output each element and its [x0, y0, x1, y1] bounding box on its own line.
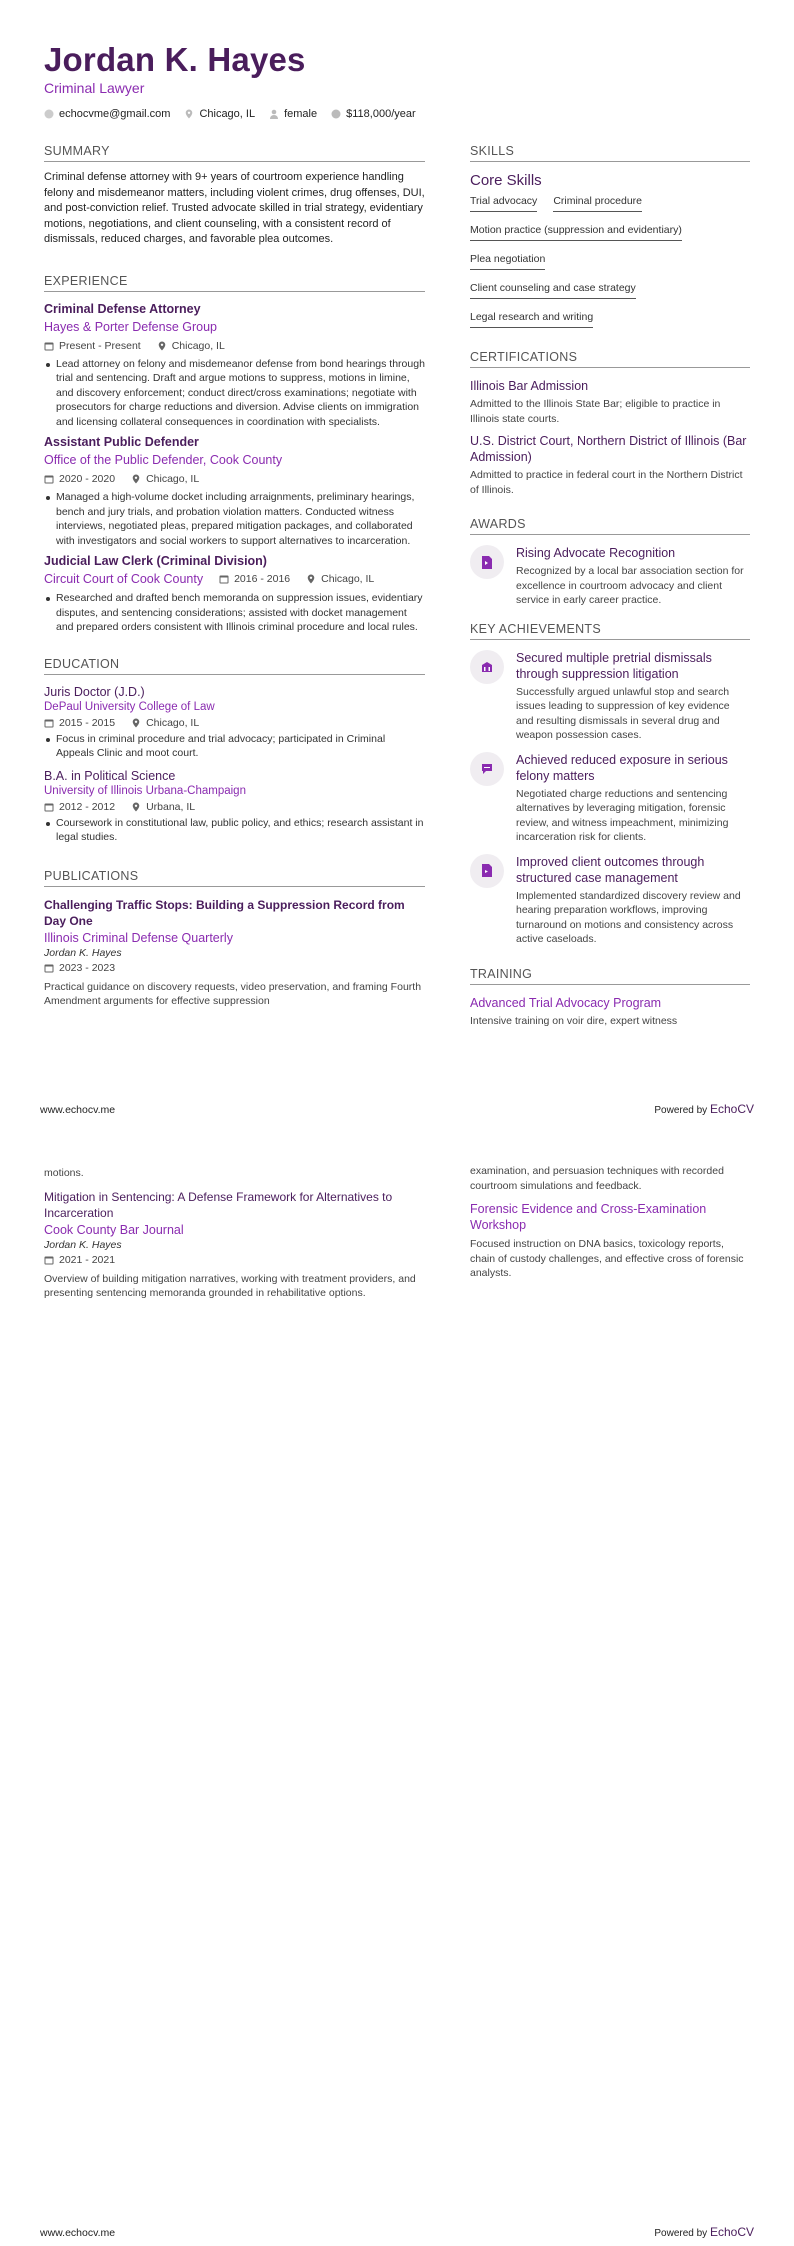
- edu-meta: [44, 801, 425, 813]
- footer-site[interactable]: www.echocv.me: [40, 1104, 116, 1116]
- achievement-title: Achieved reduced exposure in serious felony matters: [516, 752, 728, 783]
- pub-dates: 2023 - 2023: [59, 961, 116, 974]
- candidate-name: Jordan K. Hayes: [44, 41, 306, 78]
- edu-location: Chicago, IL: [146, 716, 200, 729]
- edu-degree: B.A. in Political Science: [44, 768, 176, 783]
- pub-title: Mitigation in Sentencing: A Defense Framework for Alternatives to Incarceration: [44, 1189, 393, 1220]
- training-title: Forensic Evidence and Cross-Examination Workshop: [470, 1202, 707, 1232]
- cert-item: [470, 378, 750, 426]
- experience-item: [44, 554, 425, 635]
- job-dates: 2020 - 2020: [59, 473, 116, 485]
- certifications-heading: CERTIFICATIONS: [470, 350, 750, 368]
- email-icon: [44, 109, 54, 119]
- core-skills-heading: Core Skills: [470, 172, 542, 189]
- achievement-item: [470, 752, 750, 845]
- pub-dates: 2021 - 2021: [59, 1253, 116, 1266]
- summary-text: Criminal defense attorney with 9+ years of courtroom experience handling felony and misdemeanor matters, including violent crimes, drug offenses, DUI, and post-conviction relief. Trusted advocate skilled in trial strategy, evidentiary motions, negotiations, and client counseling, with a consistent record of dismissals, reduced charges, and favorable plea outcomes.: [44, 171, 425, 245]
- award-item: [470, 545, 750, 608]
- achievement-item: [470, 854, 750, 947]
- brand-logo: EchoCV: [709, 2225, 754, 2239]
- edu-degree: Juris Doctor (J.D.): [44, 684, 145, 699]
- skill-tag: Legal research and writing: [470, 311, 593, 328]
- contact-salary: [331, 108, 416, 120]
- calendar-icon: [219, 574, 229, 584]
- cert-item: [470, 433, 750, 497]
- pub-author: Jordan K. Hayes: [44, 946, 122, 959]
- calendar-icon: [44, 963, 54, 973]
- cert-desc: Admitted to practice in federal court in the Northern District of Illinois.: [470, 469, 743, 496]
- award-icon: [470, 545, 504, 579]
- award-desc: Recognized by a local bar association section for excellence in courtroom advocacy and client service in early career practice.: [516, 565, 744, 606]
- training-desc: Focused instruction on DNA basics, toxicology reports, chain of custody challenges, and effective cross of forensic analysts.: [470, 1238, 744, 1279]
- job-meta: [44, 572, 425, 586]
- cert-title: Illinois Bar Admission: [470, 379, 589, 393]
- job-company: Hayes & Porter Defense Group: [44, 319, 217, 334]
- job-company: Circuit Court of Cook County: [44, 572, 204, 586]
- calendar-icon: [44, 1255, 54, 1265]
- training-title: Advanced Trial Advocacy Program: [470, 995, 662, 1010]
- job-title: Assistant Public Defender: [44, 435, 199, 449]
- pub-meta: [44, 1254, 425, 1266]
- experience-item: [44, 435, 425, 548]
- publication-item: [44, 1189, 425, 1301]
- job-dates: 2016 - 2016: [234, 573, 291, 585]
- left-column-page2: [44, 1166, 425, 1301]
- location-text: Chicago, IL: [199, 108, 256, 120]
- pub-title: Challenging Traffic Stops: Building a Suppression Record from Day One: [44, 897, 405, 928]
- skill-tag: Plea negotiation: [470, 253, 545, 270]
- job-meta: [44, 473, 425, 485]
- edu-school: DePaul University College of Law: [44, 700, 215, 713]
- job-meta: [44, 340, 425, 352]
- edu-dates: 2012 - 2012: [59, 800, 116, 813]
- calendar-icon: [44, 341, 54, 351]
- achievement-item: [470, 650, 750, 743]
- achievement-desc: Successfully argued unlawful stop and search issues leading to suppression of key evidence and resulting dismissals in several drug and weapon possession cases.: [516, 685, 730, 741]
- powered-by-text: Powered by: [654, 2228, 708, 2239]
- edu-dates: 2015 - 2015: [59, 716, 116, 729]
- chat-icon: [470, 752, 504, 786]
- edu-location: Urbana, IL: [146, 800, 196, 813]
- training-desc-continued: examination, and persuasion techniques with recorded courtroom simulations and feedback.: [470, 1165, 724, 1192]
- contact-email[interactable]: [44, 108, 170, 120]
- skill-tag: Client counseling and case strategy: [470, 282, 636, 299]
- achievements-heading: KEY ACHIEVEMENTS: [470, 622, 750, 640]
- experience-heading: EXPERIENCE: [44, 274, 425, 292]
- candidate-role: Criminal Lawyer: [44, 80, 145, 96]
- job-location: Chicago, IL: [146, 473, 200, 485]
- calendar-icon: [44, 474, 54, 484]
- location-pin-icon: [131, 474, 141, 484]
- edu-bullet: Focus in criminal procedure and trial advocacy; participated in Criminal Appeals Clinic and moot court.: [44, 732, 425, 761]
- experience-item: [44, 302, 425, 430]
- edu-school: University of Illinois Urbana-Champaign: [44, 784, 246, 797]
- award-title: Rising Advocate Recognition: [516, 546, 676, 560]
- achievement-desc: Implemented standardized discovery review and hearing preparation workflows, improving turnaround on motions and consistency across active caseloads.: [516, 889, 741, 945]
- cert-title: U.S. District Court, Northern District of Illinois (Bar Admission): [470, 434, 747, 464]
- edu-meta: [44, 717, 425, 729]
- gender-text: female: [284, 108, 318, 120]
- summary-heading: SUMMARY: [44, 144, 425, 162]
- pub-desc: Practical guidance on discovery requests, video preservation, and framing Fourth Amendment arguments for effective suppression: [44, 980, 422, 1007]
- pub-desc-continued: motions.: [44, 1167, 84, 1179]
- calendar-icon: [44, 718, 54, 728]
- pub-desc: Overview of building mitigation narratives, working with treatment providers, and presenting sentencing memoranda grounded in rehabilitative options.: [44, 1272, 416, 1299]
- training-desc: Intensive training on voir dire, expert witness: [470, 1014, 678, 1027]
- salary-icon: [331, 109, 341, 119]
- location-pin-icon: [131, 802, 141, 812]
- cert-desc: Admitted to the Illinois State Bar; eligible to practice in Illinois state courts.: [470, 398, 721, 425]
- footer-powered: [654, 1102, 754, 1116]
- salary-text: $118,000/year: [346, 108, 416, 120]
- location-pin-icon: [184, 109, 194, 119]
- footer-powered: [654, 2225, 754, 2239]
- job-bullet: Researched and drafted bench memoranda on suppression issues, evidentiary disputes, and sentencing considerations; assisted with docket management and prepared orders consistent with Illinois criminal procedure and local rules.: [44, 591, 425, 635]
- location-pin-icon: [157, 341, 167, 351]
- contact-location: [184, 108, 255, 120]
- job-bullet: Managed a high-volume docket including arraignments, preliminary hearings, bench and jury trials, and probation violation matters. Conducted witness interviews, negotiated pleas, prepared mitigation packages, and collaborated with investigators and social workers to support alternatives to incarceration.: [44, 490, 425, 548]
- brand-logo: EchoCV: [709, 1102, 754, 1116]
- pub-author: Jordan K. Hayes: [44, 1238, 122, 1251]
- person-icon: [269, 109, 279, 119]
- edu-bullet: Coursework in constitutional law, public policy, and ethics; research assistant in legal studies.: [44, 816, 425, 845]
- pub-meta: [44, 962, 425, 974]
- pub-journal: Illinois Criminal Defense Quarterly: [44, 930, 233, 945]
- job-company: Office of the Public Defender, Cook County: [44, 453, 283, 467]
- job-location: Chicago, IL: [321, 573, 375, 585]
- building-icon: [470, 650, 504, 684]
- training-item: [470, 1201, 750, 1281]
- location-pin-icon: [306, 574, 316, 584]
- publication-item: [44, 897, 425, 1009]
- achievement-title: Improved client outcomes through structured case management: [516, 854, 705, 885]
- publications-heading: PUBLICATIONS: [44, 869, 425, 887]
- email-text: echocvme@gmail.com: [59, 108, 171, 120]
- job-title: Criminal Defense Attorney: [44, 301, 201, 316]
- awards-heading: AWARDS: [470, 517, 750, 535]
- training-item: [470, 995, 750, 1029]
- achievement-desc: Negotiated charge reductions and sentencing alternatives by leveraging mitigation, forensic review, and witness impeachment, minimizing incarceration risk for clients.: [516, 787, 729, 843]
- pub-journal: Cook County Bar Journal: [44, 1222, 184, 1237]
- job-dates: Present - Present: [59, 339, 141, 352]
- achievement-title: Secured multiple pretrial dismissals through suppression litigation: [516, 650, 712, 681]
- skill-tag: Trial advocacy: [470, 195, 537, 212]
- job-location: Chicago, IL: [171, 339, 225, 352]
- education-item: [44, 685, 425, 761]
- document-icon: [470, 854, 504, 888]
- location-pin-icon: [131, 718, 141, 728]
- calendar-icon: [44, 802, 54, 812]
- skills-heading: SKILLS: [470, 144, 750, 162]
- footer-site[interactable]: www.echocv.me: [40, 2227, 116, 2239]
- skill-tag: Criminal procedure: [553, 195, 642, 212]
- skills-list: [470, 195, 750, 328]
- left-column-page1: [44, 144, 425, 1009]
- powered-by-text: Powered by: [654, 1105, 708, 1116]
- contact-bar: [44, 108, 416, 120]
- education-item: [44, 769, 425, 845]
- right-column-page2: [470, 1164, 750, 1281]
- job-bullet: Lead attorney on felony and misdemeanor defense from bond hearings through trial and sentencing. Draft and argue motions to suppress, motions in limine, and discovery enforcement; conduct direct/cross examinations; negotiate with prosecutors for charge reductions and diversion. Advise clients on immigration and licensing collateral consequences in coordination with specialists.: [44, 357, 425, 430]
- skill-tag: Motion practice (suppression and evidentiary): [470, 224, 682, 241]
- contact-gender: [269, 108, 317, 120]
- job-title: Judicial Law Clerk (Criminal Division): [44, 554, 267, 568]
- right-column-page1: [470, 144, 750, 1028]
- education-heading: EDUCATION: [44, 657, 425, 675]
- training-heading: TRAINING: [470, 967, 750, 985]
